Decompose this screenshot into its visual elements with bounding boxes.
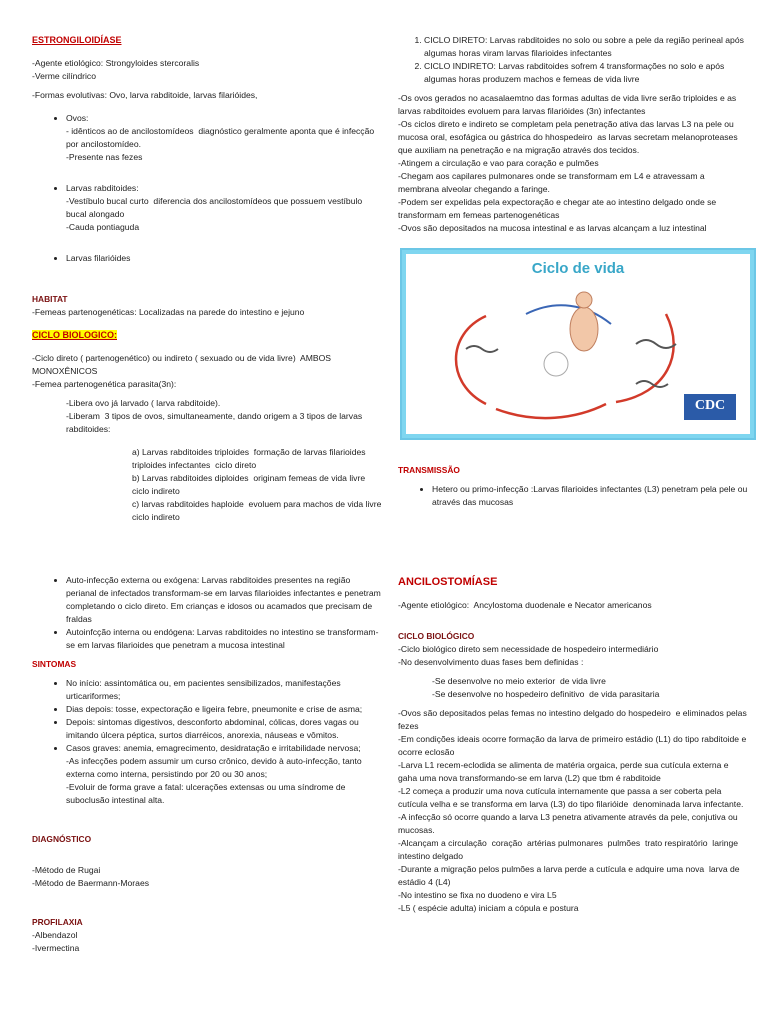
forms-list xyxy=(32,112,382,164)
list-item: 2. CICLO INDIRETO: Larvas rabditoides sofrem 4 transformações no solo e após algumas horas produzem machos e femeas de vida livre xyxy=(424,60,748,86)
transmission-title: TRANSMISSÃO xyxy=(398,465,460,475)
cycle-arrow xyxy=(456,316,486,404)
para: -No intestino se fixa no duodeno e vira L5 xyxy=(398,890,557,900)
ciclo-biologico-title: CICLO BIOLÓGICO xyxy=(398,631,475,641)
para: -L5 ( espécie adulta) iniciam a cópula e postura xyxy=(398,903,579,913)
cycle-arrow xyxy=(616,314,674,402)
right-column-top xyxy=(398,34,748,235)
habitat-text: -Femeas partenogenéticas: Localizadas na parede do intestino e jejuno xyxy=(32,307,305,317)
agent-line: -Agente etiológico: Strongyloides stercoralis xyxy=(32,58,200,68)
ovos-detail: - idênticos ao de ancilostomídeos diagnóstico geralmente aponta que é infecção por ancilostomídeo. xyxy=(66,126,377,149)
larva-type-a: a) Larvas rabditoides triploides formação de larvas filarioides triploides infectantes ciclo direto xyxy=(132,447,368,470)
rab-detail: -Cauda pontiaguda xyxy=(66,222,140,232)
list-item: • No início: assintomática ou, em pacientes sensibilizados, manifestações urticariformes; xyxy=(66,677,382,703)
cycle-arrow xyxy=(526,305,611,324)
para: -Larva L1 recem-eclodida se alimenta de matéria orgaica, perde sua cutícula externa e gaha uma nova transformando-se em larva (L2) que tbm é rabditoide xyxy=(398,760,731,783)
left-column-bottom xyxy=(32,574,382,955)
para: -Chegam aos capilares pulmonares onde se transformam em L4 e atravessam a membrana alveolar chegando a faringe. xyxy=(398,171,708,194)
ovos-detail: -Presente nas fezes xyxy=(66,152,143,162)
list-item: • Auto-infecção externa ou exógena: Larvas rabditoides presentes na região perianal de infectados transformam-se em larvas filarioides infectantes e penetram completando o ciclo direto. Em crianças e idosos ou acamados que precisam de fraldas xyxy=(66,574,382,626)
worm-icon xyxy=(636,381,668,387)
prophylaxis-title: PROFILAXIA xyxy=(32,917,83,927)
worm-line: -Verme cilíndrico xyxy=(32,71,96,81)
cycle-arrow xyxy=(496,404,606,418)
para: -Os ovos gerados no acasalaemtno das formas adultas de vida livre serão triploides e as larvas rabditoides evoluem para larvas filarióides (3n) infectantes xyxy=(398,93,739,116)
cycle-line: -No desenvolvimento duas fases bem definidas : xyxy=(398,657,584,667)
symptoms-list xyxy=(32,677,382,807)
larva-type-c: c) larvas rabditoides haploide evoluem para machos de vida livre ciclo indireto xyxy=(132,499,387,522)
life-cycle-diagram xyxy=(400,248,756,440)
ciclo-line: -Femea partenogenética parasita(3n): xyxy=(32,379,177,389)
worm-icon xyxy=(466,346,498,352)
cycle-phase: -Se desenvolve no meio exterior de vida livre xyxy=(432,676,606,686)
larva-type-b: b) Larvas rabditoides diploides originam femeas de vida livre ciclo indireto xyxy=(132,473,370,496)
human-head xyxy=(576,292,592,308)
symptom-detail: -As infecções podem assumir um curso crônico, devido à auto-infecção, tanto externa como interna, persistindo por 20 ou 30 anos; xyxy=(66,756,365,779)
para: -A infecção só ocorre quando a larva L3 penetra ativamente através da pele, conjutiva ou mucosas. xyxy=(398,812,741,835)
para: -Em condições ideais ocorre formação da larva de primeiro estádio (L1) do tipo rabditoide e ocorre eclosão xyxy=(398,734,749,757)
para: -Podem ser expelidas pela expectoração e chegar ate ao intestino delgado onde se transformam em femeas partenogenéticas xyxy=(398,197,719,220)
diagnosis-item: -Método de Rugai xyxy=(32,865,101,875)
habitat-title: HABITAT xyxy=(32,294,68,304)
worm-icon xyxy=(636,340,676,348)
list-item: 1. CICLO DIRETO: Larvas rabditoides no solo ou sobre a pele da região perineal após algumas horas viram larvas filarioides infectantes xyxy=(424,34,748,60)
rab-detail: -Vestíbulo bucal curto diferencia dos ancilostomídeos que possuem vestíbulo bucal alongado xyxy=(66,196,365,219)
para: -Ovos são depositados pelas femas no intestino delgado do hospedeiro e eliminados pelas fezes xyxy=(398,708,750,731)
para: -Atingem a circulação e vao para coração e pulmões xyxy=(398,158,599,168)
ciclo-line: -Ciclo direto ( partenogenético) ou indireto ( sexuado ou de vida livre) AMBOS MONOXÊNICOS xyxy=(32,353,334,376)
lib-line: -Liberam 3 tipos de ovos, simultaneamente, dando origem a 3 tipos de larvas rabditoides: xyxy=(66,411,365,434)
para: -Durante a migração pelos pulmões a larva perde a cutícula e adquire uma nova larva de estádio 4 (L4) xyxy=(398,864,742,887)
autoinfection-list xyxy=(32,574,382,652)
section-title-ancylostomiasis: ANCILOSTOMÍASE xyxy=(398,576,498,588)
symptom-detail: -Evoluir de forma grave a fatal: ulcerações extensas ou uma síndrome de suboclusão intestinal alta. xyxy=(66,782,348,805)
transmission-list xyxy=(398,483,748,509)
cdc-logo: CDC xyxy=(694,398,726,413)
prophylaxis-item: -Albendazol xyxy=(32,930,78,940)
list-item: • Depois: sintomas digestivos, desconforto abdominal, cólicas, dores vagas ou imitando úlcera péptica, surtos diarréicos, anorexia, náuseas e vômitos. xyxy=(66,716,382,742)
cycle-numbered-list xyxy=(398,34,748,86)
right-column-bottom xyxy=(398,576,748,915)
forms-line: -Formas evolutivas: Ovo, larva rabditoide, larvas filarióides, xyxy=(32,90,258,100)
prophylaxis-item: -Ivermectina xyxy=(32,943,80,953)
para: -Alcançam a circulação coração artérias pulmonares pulmões trato respiratório laringe intestino delgado xyxy=(398,838,743,861)
cycle-line: -Ciclo biológico direto sem necessidade de hospedeiro intermediário xyxy=(398,644,659,654)
human-body xyxy=(570,307,598,351)
forms-list xyxy=(32,182,382,234)
section-title-strongyloidiasis: ESTRONGILOIDÍASE xyxy=(32,35,122,45)
diagnosis-item: -Método de Baermann-Moraes xyxy=(32,878,150,888)
list-item: • Larvas filarióides xyxy=(66,252,382,265)
lib-line: -Libera ovo já larvado ( larva rabditoide). xyxy=(66,398,221,408)
list-item: • Autoinfcção interna ou endógena: Larvas rabditoides no intestino se transformam-se em larvas filarioides que penetram a mucosa intestinal xyxy=(66,626,382,652)
list-item: • Ovos: - idênticos ao de ancilostomídeos diagnóstico geralmente aponta que é infecção por ancilostomídeo. -Presente nas fezes xyxy=(66,112,382,164)
ciclo-title: CICLO BIOLOGICO: xyxy=(32,330,117,340)
diagnosis-title: DIAGNÓSTICO xyxy=(32,834,92,844)
list-item: • Larvas rabditoides: -Vestíbulo bucal curto diferencia dos ancilostomídeos que possuem vestíbulo bucal alongado -Cauda pontiaguda xyxy=(66,182,382,234)
left-column-top xyxy=(32,34,387,524)
diagram-canvas xyxy=(406,254,750,434)
para: -Ovos são depositados na mucosa intestinal e as larvas alcançam a luz intestinal xyxy=(398,223,707,233)
para: -L2 começa a produzir uma nova cutícula internamente que passa a ser coberta pela cutícula velha e se transforma em larva (L3) do tipo filarióide denominada larva infectante. xyxy=(398,786,744,809)
agent-line: -Agente etiológico: Ancylostoma duodenale e Necator americanos xyxy=(398,600,652,610)
symptoms-title: SINTOMAS xyxy=(32,659,77,669)
diagram-title: Ciclo de vida xyxy=(531,260,625,277)
cycle-phase: -Se desenvolve no hospedeiro definitivo de vida parasitaria xyxy=(432,689,660,699)
stage-dot xyxy=(544,352,568,376)
list-item: • Dias depois: tosse, expectoração e ligeira febre, pneumonite e crise de asma; xyxy=(66,703,382,716)
forms-list xyxy=(32,252,382,265)
list-item: • Casos graves: anemia, emagrecimento, desidratação e irritabilidade nervosa; -As infecções podem assumir um curso crônico, devido à auto-infecção, tanto externa como interna, persistindo por 20 ou 30 anos; -Evoluir de forma grave a fatal: ulcerações extensas ou uma síndrome de suboclusão intestinal alta. xyxy=(66,742,382,807)
transmission-section xyxy=(398,464,748,509)
para: -Os ciclos direto e indireto se completam pela penetração ativa das larvas L3 na pele ou mucosa oral, esofágica ou gástrica do hhospedeiro as larvas secretam melanoproteases que auxiliam na penetração e na migração através dos tecidos. xyxy=(398,119,741,155)
list-item: • Hetero ou primo-infecção :Larvas filarioides infectantes (L3) penetram pela pele ou através das mucosas xyxy=(432,483,748,509)
